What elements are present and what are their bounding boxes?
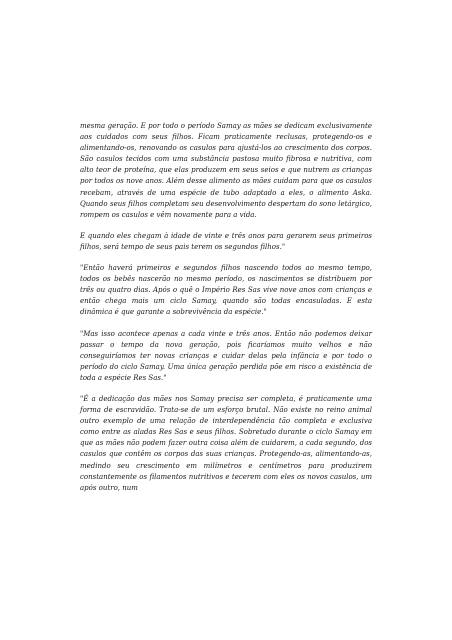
paragraph-1: mesma geração. E por todo o período Samay as mães se dedicam exclusivamente aos cuidados com seus filhos. Ficam praticamente reclusas, protegendo-os e alimentando-os, renovando os casulos para ajustá-los ao crescimento dos corpos. São casulos tecidos com uma substância pastosa muito fibrosa e nutritiva, com alto teor de proteína, que elas produzem em seus seios e que nutrem as crianças por todos os nove anos. Além desse alimento as mães cuidam para que os casulos recebam, através de uma espécie de tubo adaptado a eles, o alimento Aska. Quando seus filhos completam seu desenvolvimento despertam do sono letárgico, rompem os casulos e vêm novamente para a vida. bbox=[80, 122, 372, 219]
paragraph-5: "É a dedicação das mães nos Samay precisa ser completa, é praticamente uma forma de escravidão. Trata-se de um esforço brutal. Não existe no reino animal outro exemplo de uma relação de interdependência tão completa e exclusiva como entre as aladas Res Sas e seus filhos. Sobretudo durante o ciclo Samay em que as mães não podem fazer outra coisa além de cuidarem, a cada segundo, dos casulos que contêm os corpos das suas crianças. Protegendo-as, alimentando-as, medindo seu crescimento em milímetros e centímetros para produzirem constantemente os filamentos nutritivos e tecerem com eles os novos casulos, um após outro, num bbox=[80, 394, 372, 492]
paragraph-4: "Mas isso acontece apenas a cada vinte e três anos. Então não podemos deixar passar o tempo da nova geração, pois ficaríamos muito velhos e não conseguiríamos ter novas crianças e cuidar delas pela infância e por todo o período do ciclo Samay. Uma única geração perdida põe em risco a existência de toda a espécie Res Sas." bbox=[80, 329, 372, 382]
paragraph-3: "Então haverá primeiros e segundos filhos nascendo todos ao mesmo tempo, todos os bebês nascerão no mesmo período, os nascimentos se distribuem por três ou quatro dias. Após o quê o Império Res Sas vive nove anos com crianças e então chega mais um ciclo Samay, quando são todas encasuladas. E esta dinâmica é que garante a sobrevivência da espécie." bbox=[80, 264, 372, 317]
paragraph-2: E quando eles chegam à idade de vinte e três anos para gerarem seus primeiros filhos, será tempo de seus pais terem os segundos filhos." bbox=[80, 231, 372, 251]
body-text bbox=[80, 121, 372, 504]
